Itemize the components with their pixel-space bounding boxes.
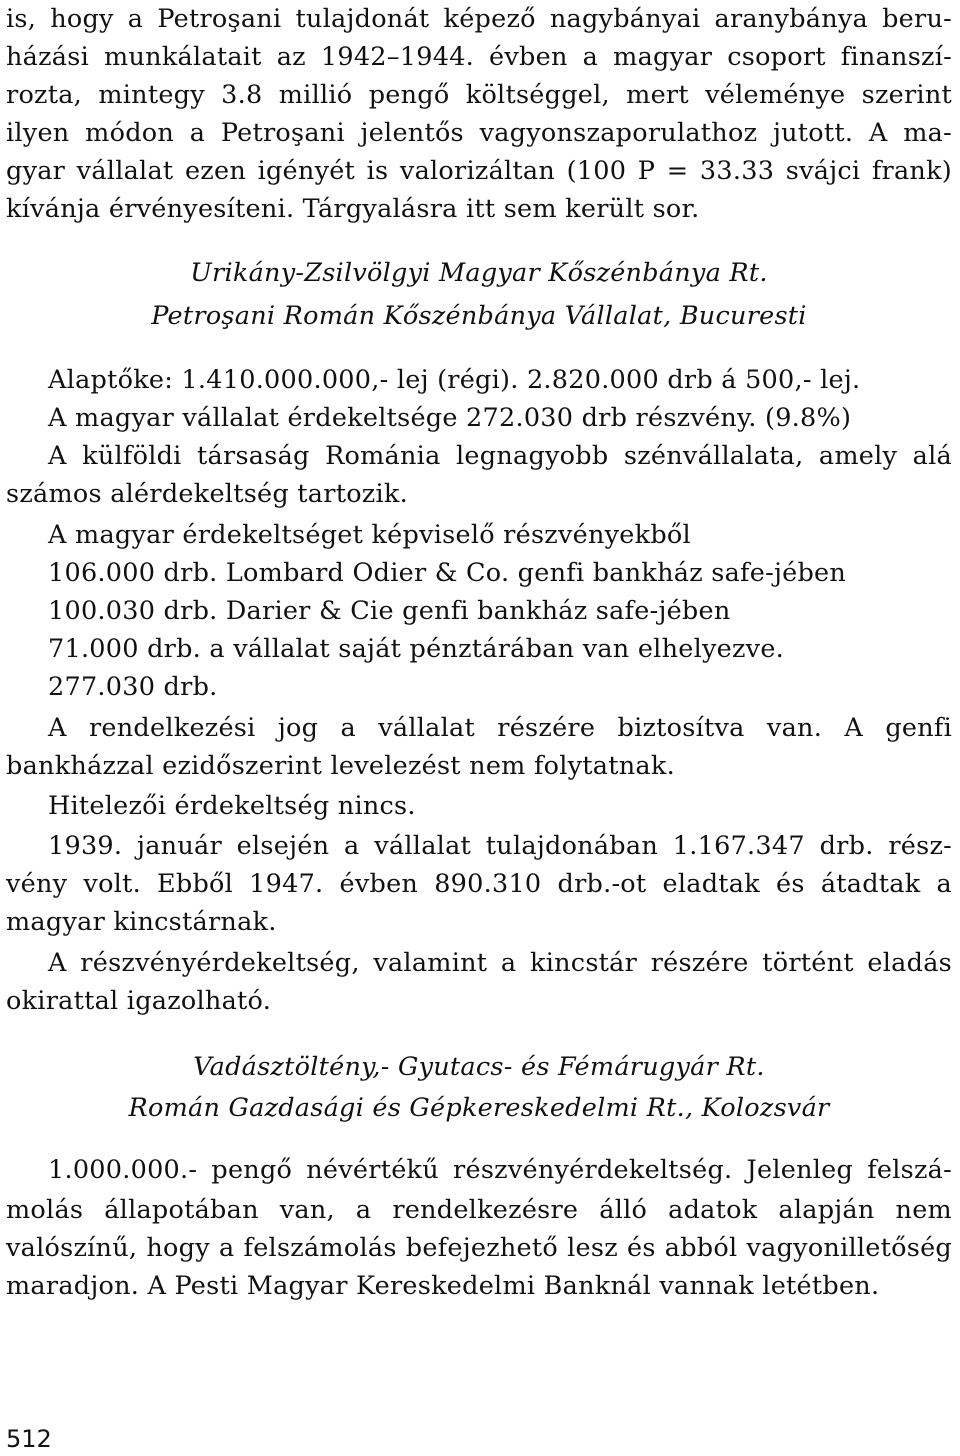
intro-line: kívánja érvényesíteni. Tárgyalásra itt sem került sor. [6,194,700,224]
body-line: 71.000 drb. a vállalat saját pénztárában van elhelyezve. [48,634,785,664]
body-line: 1939. január elsején a vállalat tulajdonában 1.167.347 drb. rész- [48,831,952,861]
intro-line: ilyen módon a Petroşani jelentős vagyonszaporulathoz jutott. A ma- [6,118,952,148]
intro-line: gyar vállalat ezen igényét is valorizáltan (100 P = 33.33 svájci frank) [6,156,952,186]
section-heading: Petroşani Román Kőszénbánya Vállalat, Bucuresti [151,301,807,331]
body-line: 100.030 drb. Darier & Cie genfi bankház safe-jében [48,596,731,626]
body-line: valószínű, hogy a felszámolás befejezhető lesz és abból vagyonilletőség [6,1233,952,1263]
body-line: A rendelkezési jog a vállalat részére biztosítva van. A genfi [48,713,952,743]
section-heading: Urikány-Zsilvölgyi Magyar Kőszénbánya Rt. [190,258,768,288]
body-line: okirattal igazolható. [6,986,272,1016]
section-heading: Román Gazdasági és Gépkereskedelmi Rt., Kolozsvár [128,1093,830,1123]
body-line: 1.000.000.- pengő névértékű részvényérdekeltség. Jelenleg felszá- [48,1155,952,1185]
body-line: magyar kincstárnak. [6,907,277,937]
body-line: maradjon. A Pesti Magyar Kereskedelmi Banknál vannak letétben. [6,1271,880,1301]
body-line: 106.000 drb. Lombard Odier & Co. genfi bankház safe-jében [48,558,847,588]
body-line: molás állapotában van, a rendelkezésre álló adatok alapján nem [6,1195,952,1225]
section-heading: Vadásztöltény,- Gyutacs- és Fémárugyár Rt. [193,1052,765,1082]
body-line: 277.030 drb. [48,672,218,702]
body-line: bankházzal ezidőszerint levelezést nem folytatnak. [6,751,675,781]
body-line: A magyar érdekeltséget képviselő részvényekből [48,520,691,550]
body-line: számos alérdekeltség tartozik. [6,479,408,509]
page-number: 512 [6,1425,52,1453]
intro-line: házási munkálatait az 1942–1944. évben a magyar csoport finanszí- [6,42,952,72]
body-line: A részvényérdekeltség, valamint a kincstár részére történt eladás [48,948,952,978]
body-line: Hitelezői érdekeltség nincs. [48,791,416,821]
body-line: Alaptőke: 1.410.000.000,- lej (régi). 2.820.000 drb á 500,- lej. [48,365,861,395]
body-line: A magyar vállalat érdekeltsége 272.030 drb részvény. (9.8%) [48,403,852,433]
intro-line: is, hogy a Petroşani tulajdonát képező nagybányai aranybánya beru- [6,4,952,34]
intro-line: rozta, mintegy 3.8 millió pengő költséggel, mert véleménye szerint [6,80,952,110]
body-line: A külföldi társaság Románia legnagyobb szénvállalata, amely alá [48,441,952,471]
body-line: vény volt. Ebből 1947. évben 890.310 drb.-ot eladtak és átadtak a [6,869,952,899]
